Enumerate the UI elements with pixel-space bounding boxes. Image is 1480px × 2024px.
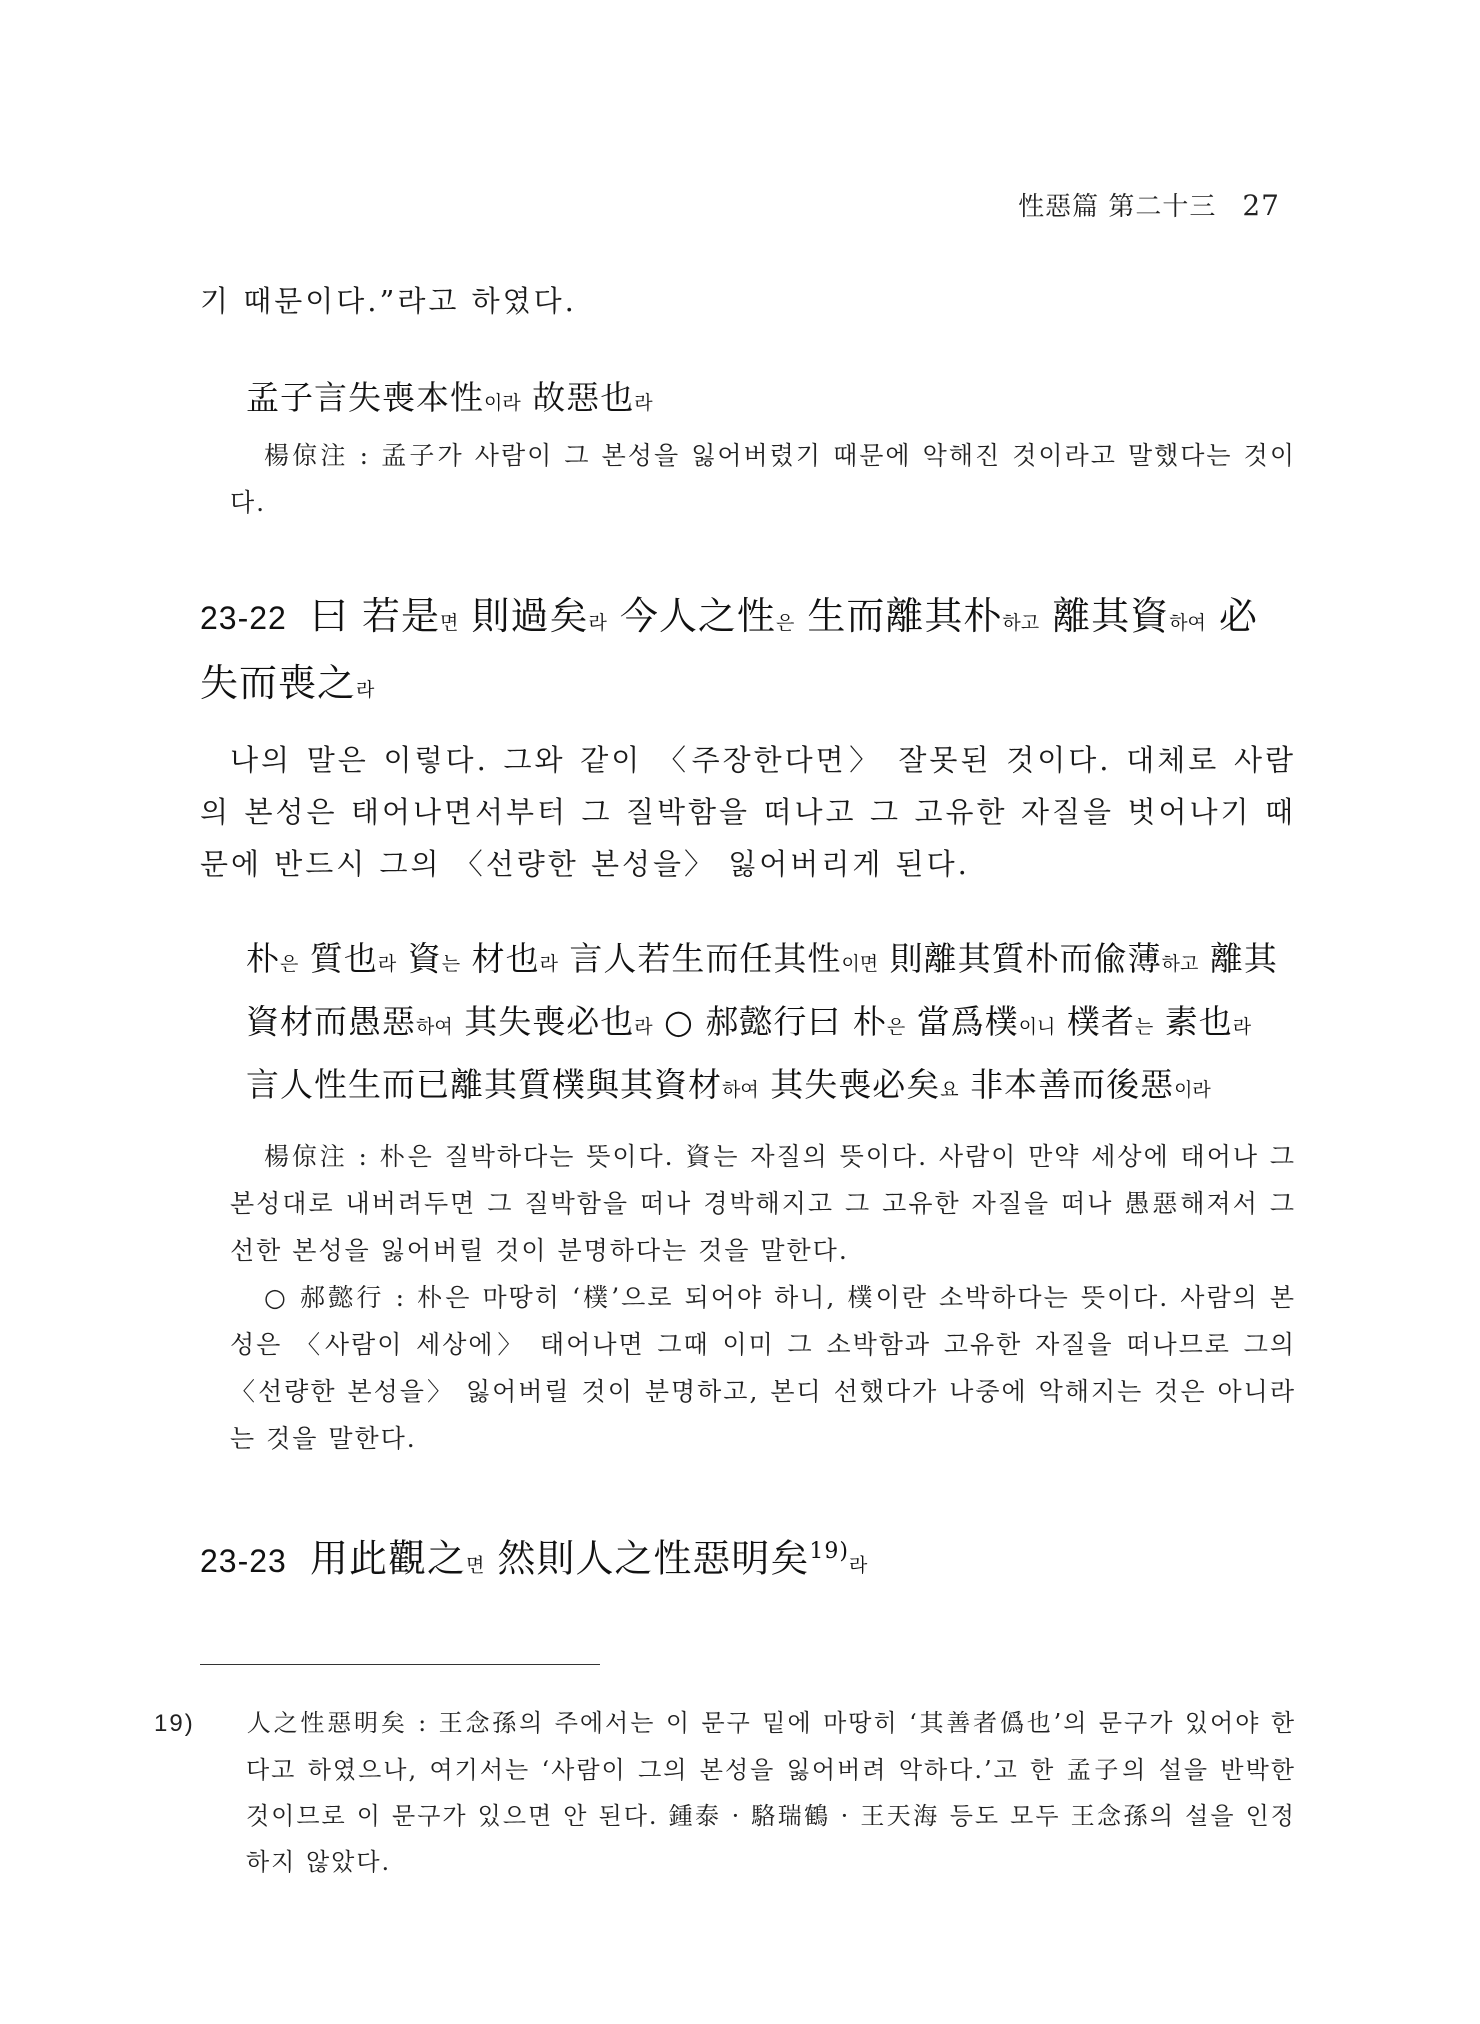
page-number: 27	[1242, 189, 1280, 222]
footnote-ref[interactable]: 19)	[809, 1539, 849, 1564]
running-header	[1018, 186, 1280, 223]
footnote-mark: 19)	[154, 1710, 195, 1737]
section-commentary: 朴은 質也라 資는 材也라 言人若生而任其性이면 則離其質朴而偸薄하고 離其資材而愚惡하여 其失喪必也라 ○ 郝懿行曰 朴은 當爲樸이니 樸者는 素也라 言人性生而已離其質樸與其資材하여 其失喪必矣요 非本善而後惡이라	[246, 939, 1278, 1104]
footnote-text: 人之性惡明矣 : 王念孫의 주에서는 이 문구 밑에 마땅히 ‘其善者僞也’의 문구가 있어야 한다고 하였으나, 여기서는 ‘사람이 그의 본성을 잃어버려 악하다.’고 한 孟子의 설을 반박한 것이므로 이 문구가 있으면 안 된다. 鍾泰 · 駱瑞鶴 · 王天海 등도 모두 王念孫의 설을 인정하지 않았다.	[246, 1709, 1296, 1876]
section-heading-23-22: 23-22 曰 若是면 則過矣라 今人之性은 生而離其朴하고 離其資하여 必失而喪之라	[200, 594, 1259, 705]
section-heading-23-23: 23-23 用此觀之면 然則人之性惡明矣$^{19)}$라	[200, 1536, 868, 1581]
section-translation: 나의 말은 이렇다. 그와 같이 〈주장한다면〉 잘못된 것이다. 대체로 사람의 본성은 태어나면서부터 그 질박함을 떠나고 그 고유한 자질을 벗어나기 때문에 반드시 그의 〈선량한 본성을〉 잃어버리게 된다.	[200, 743, 1296, 881]
commentary-note: ○ 郝懿行 : 朴은 마땅히 ‘樸’으로 되어야 하니, 樸이란 소박하다는 뜻이다. 사람의 본성은 〈사람이 세상에〉 태어나면 그때 이미 그 소박함과 고유한 자질을 떠나므로 그의 〈선량한 본성을〉 잃어버릴 것이 분명하고, 본디 선했다가 나중에 악해지는 것은 아니라는 것을 말한다.	[230, 1283, 1296, 1453]
continued-translation: 기 때문이다.”라고 하였다.	[200, 284, 577, 318]
commentary-note: 楊倞注 : 孟子가 사람이 그 본성을 잃어버렸기 때문에 악해진 것이라고 말했다는 것이다.	[230, 441, 1296, 517]
footnote-divider	[200, 1664, 600, 1665]
main-content	[200, 275, 1296, 1596]
commentary-note: 楊倞注 : 朴은 질박하다는 뜻이다. 資는 자질의 뜻이다. 사람이 만약 세상에 태어나 그 본성대로 내버려두면 그 질박함을 떠나 경박해지고 그 고유한 자질을 떠나 愚惡해져서 그 선한 본성을 잃어버릴 것이 분명하다는 것을 말한다.	[230, 1142, 1296, 1265]
footnote	[154, 1700, 1296, 1885]
han-text-line: 孟子言失喪本性이라 故惡也라	[246, 378, 653, 417]
chapter-title: 性惡篇 第二十三	[1018, 192, 1217, 222]
